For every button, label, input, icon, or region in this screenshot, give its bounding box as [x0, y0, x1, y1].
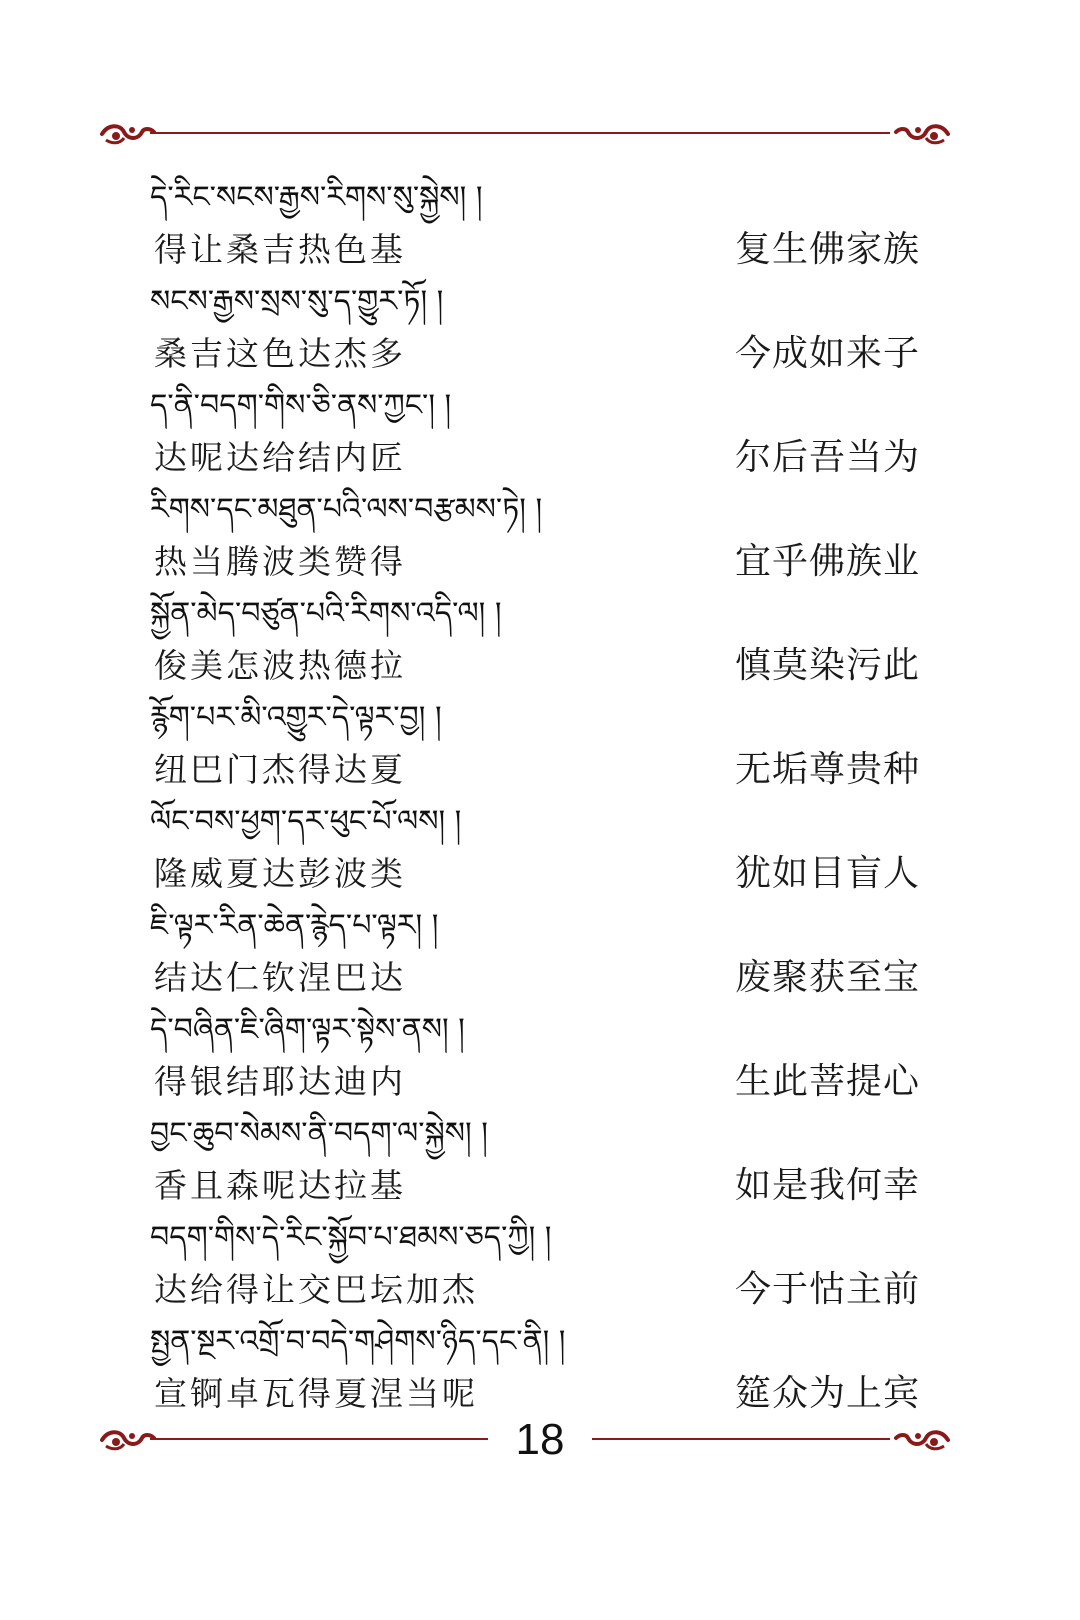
verse-stanza: [150, 900, 920, 1004]
verse-stanza: [150, 1108, 920, 1212]
transliteration-line: 得让桑吉热色基: [154, 230, 406, 269]
verse-stanza: [150, 172, 920, 276]
verse-stanza: [150, 484, 920, 588]
tibetan-line: དེ་བཞིན་ཇི་ཞིག་ལྟར་སྟེས་ནས། །: [150, 1012, 465, 1047]
chinese-translation: 复生佛家族: [734, 229, 920, 270]
tibetan-line: ལོང་བས་ཕྱག་དར་ཕུང་པོ་ལས། །: [150, 804, 462, 839]
chinese-translation: 尔后吾当为: [734, 437, 920, 478]
top-left-ornament-icon: [98, 118, 158, 148]
tibetan-line: ཇི་ལྟར་རིན་ཆེན་རྙེད་པ་ལྟར། །: [150, 908, 439, 943]
bottom-left-ornament-icon: [98, 1424, 158, 1454]
chinese-translation: 今成如来子: [734, 333, 920, 374]
bottom-border-rule-left: [150, 1438, 488, 1440]
transliteration-line: 香且森呢达拉基: [154, 1166, 406, 1205]
transliteration-line: 桑吉这色达杰多: [154, 334, 406, 373]
transliteration-line: 宣锕卓瓦得夏涅当呢: [154, 1374, 478, 1413]
tibetan-line: བདག་གིས་དེ་རིང་སྐྱོབ་པ་ཐམས་ཅད་ཀྱི། །: [150, 1220, 552, 1255]
bottom-border-rule-right: [592, 1438, 890, 1440]
chinese-translation: 犹如目盲人: [734, 853, 920, 894]
chinese-translation: 生此菩提心: [734, 1061, 920, 1102]
verse-stanza: [150, 276, 920, 380]
transliteration-line: 纽巴门杰得达夏: [154, 750, 406, 789]
transliteration-line: 得银结耶达迪内: [154, 1062, 406, 1101]
chinese-translation: 废聚获至宝: [734, 957, 920, 998]
verse-stanza: [150, 1004, 920, 1108]
transliteration-line: 热当腾波类赞得: [154, 542, 406, 581]
bottom-right-ornament-icon: [892, 1424, 952, 1454]
tibetan-line: ད་ནི་བདག་གིས་ཅི་ནས་ཀྱང་། །: [150, 388, 452, 423]
chinese-translation: 无垢尊贵种: [734, 749, 920, 790]
transliteration-line: 达给得让交巴坛加杰: [154, 1270, 478, 1309]
chinese-translation: 慎莫染污此: [734, 645, 920, 686]
tibetan-line: རིགས་དང་མཐུན་པའི་ལས་བརྩམས་ཏེ། །: [150, 492, 543, 527]
tibetan-line: སངས་རྒྱས་སྲས་སུ་ད་གྱུར་ཏོ། །: [150, 284, 444, 319]
chinese-translation: 如是我何幸: [734, 1165, 920, 1206]
transliteration-line: 结达仁钦涅巴达: [154, 958, 406, 997]
tibetan-line: སྤྱན་སྔར་འགྲོ་བ་བདེ་གཤེགས་ཉིད་དང་ནི། །: [150, 1324, 566, 1359]
page-number: 18: [515, 1415, 565, 1464]
chinese-translation: 宜乎佛族业: [734, 541, 920, 582]
tibetan-line: རྙོག་པར་མི་འགྱུར་དེ་ལྟར་བྱ། །: [150, 700, 442, 735]
tibetan-line: དེ་རིང་སངས་རྒྱས་རིགས་སུ་སྐྱེས། །: [150, 180, 483, 215]
tibetan-line: བྱང་ཆུབ་སེམས་ནི་བདག་ལ་སྐྱེས། །: [150, 1116, 488, 1151]
transliteration-line: 隆威夏达彭波类: [154, 854, 406, 893]
transliteration-line: 俊美怎波热德拉: [154, 646, 406, 685]
chinese-translation: 筵众为上宾: [734, 1373, 920, 1414]
top-right-ornament-icon: [892, 118, 952, 148]
verse-stanza: [150, 796, 920, 900]
verse-stanza: [150, 1316, 920, 1420]
verse-stanza: [150, 1212, 920, 1316]
tibetan-line: སྐྱོན་མེད་བཙུན་པའི་རིགས་འདི་ལ། །: [150, 596, 502, 631]
verse-stanza: [150, 380, 920, 484]
top-border-rule: [150, 132, 890, 134]
verse-stanza: [150, 588, 920, 692]
verse-stanza: [150, 692, 920, 796]
chinese-translation: 今于怙主前: [734, 1269, 920, 1310]
verse-list: [150, 172, 920, 1420]
transliteration-line: 达呢达给结内匠: [154, 438, 406, 477]
